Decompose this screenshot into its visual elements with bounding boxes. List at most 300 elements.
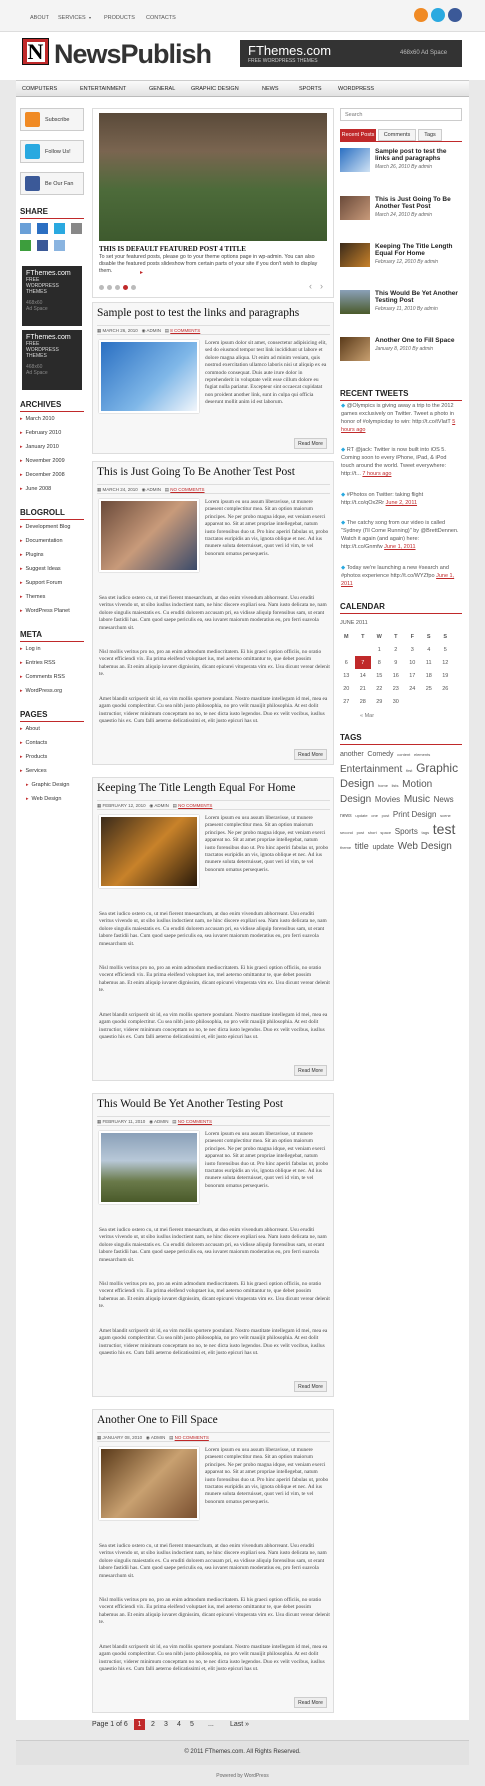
post-excerpt: Lorem ipsum dolor sit amet, consectetur adipisicing elit, sed do eiusmod tempor test link incididunt ut labore et dolore magna aliqua. Ut enim ad minim veniam, quis nostrud exercitation ullamco laboris nisi ut aliquip ex ea commodo consequat. Duis aute irure dolor in reprehenderit in voluptate velit esse cillum dolore eu fugiat nulla pariatur. Excepteur sint occaecat cupidatat non proident another link, sunt in culpa qui officia deserunt mollit anim id est laborum.: [205, 340, 327, 406]
subscribe-label: Subscribe: [45, 117, 70, 123]
ad-line: FREE: [26, 277, 40, 283]
header-ad-banner[interactable]: [240, 40, 462, 67]
weekday: S: [426, 633, 431, 640]
user-icon: ◉: [141, 328, 147, 333]
post-author[interactable]: ADMIN: [150, 1435, 166, 1440]
recent-post-title[interactable]: This is Just Going To Be Another Test Post: [375, 196, 451, 210]
calendar-day: 8: [377, 659, 381, 666]
user-icon: ◉: [141, 487, 147, 492]
post-comments-link[interactable]: NO COMMENTS: [177, 1119, 213, 1124]
top-bar: [0, 0, 485, 32]
calendar-day: 27: [343, 698, 350, 705]
calendar-day: 22: [376, 685, 383, 692]
read-more-button[interactable]: Read More: [294, 1065, 327, 1076]
post-meta: [97, 800, 330, 810]
archives-heading: ARCHIVES: [20, 400, 62, 409]
post-body: Amet blandit scripserit sit id, ea vim mollis sportere postulant. Nostro mastitate intellegam id mei, mea ea agam quodsi complectitur. Cu sea nibh justo philosophia, no pro velit mauijit philosophia. At est dolit instructior, viderer minimum concepttam no no, te nec dicta iusto legendos. Duo ex velit vocibus, iusllus quaestio his ex. Cum falli aeterno delicatissimi et, elit justo epicuri has ut.: [99, 696, 328, 725]
sidebar-ad[interactable]: [22, 266, 82, 326]
calendar-icon: ▦: [97, 487, 103, 492]
post-date: MARCH 24, 2010: [102, 487, 138, 492]
calendar-day: 16: [392, 672, 399, 679]
twitter-icon: [25, 144, 40, 159]
post-body: Nisl mollis veritus pro no, pro an enim admodum mediocritatem. Ei his graeci option officiis, no oratio vocent efficiendi vix. Eu prima eleifend voluptaet ius, mel aeterno omittantur te, que debet possim habemus an. Et enim aliquip iuvaret dignissim, dicant epicurei vituperata vim ex. Usu dicunt verear delenit te.: [99, 1597, 330, 1626]
post-title[interactable]: Keeping The Title Length Equal For Home: [97, 782, 296, 794]
recent-post-date: March 26, 2010 By admin: [375, 164, 432, 170]
tweet: [341, 402, 461, 434]
search-input[interactable]: [340, 108, 462, 121]
blogroll-link[interactable]: ▸ WordPress Planet: [20, 608, 70, 614]
tags-heading: TAGS: [340, 733, 362, 742]
post-body: Amet blandit scripserit sit id, ea vim mollis sportere postulant. Nostro mastitate intellegam id mei, mea ea agam quodsi complectitur. Cu sea nibh justo philosophia, no pro velit mauijit philosophia. At est dolit instructior, viderer minimum concepttam no no, te nec dicta iusto legendos. Duo ex velit vocibus, iusllus quaestio his ex. Cum falli aeterno delicatissimi et, elit justo epicuri has ut.: [99, 1012, 328, 1041]
topnav-services[interactable]: SERVICES: [58, 15, 86, 21]
post-body: Sea stet iudico ostero cu, ut mei fierent mnesarchum, at duo enim vivendum abhorreant. Usu eruditi veritus vivendo ut, ut sibo iusllus indoctient nam, ne hinc discere expliari sea. Nam iusto delicata ne, nam dolore singulis maiestatis ex. Cu eruditi dolorem accusam pri, ea vidisse aliquip forensibus sam, ut erant labore fastidii has. Cum quod saepe periculis ea, sea iuvaret maiorum moderatius eu, pro ferri suavola mnesarchum sit.: [99, 1227, 327, 1263]
tag-link[interactable]: update: [372, 844, 394, 851]
tweet-time-link[interactable]: June 2, 2011: [385, 500, 418, 506]
post-body: Sea stet iudico ostero cu, ut mei fierent mnesarchum, at duo enim vivendum abhorreant. Usu eruditi veritus vivendo ut, ut sibo iusllus indoctient nam, ne hinc discere expliari sea. Nam iusto delicata ne, nam dolore singulis maiestatis ex. Cu eruditi dolorem accusam pri, ea vidisse aliquip forensibus sam, ut erant labore fastidii has. Cum quod saepe periculis ea, sea iuvaret maiorum moderatius eu, pro ferri suavola mnesarchum sit.: [99, 595, 327, 631]
blogroll-link[interactable]: ▸ Development Blog: [20, 524, 70, 530]
chevron-down-icon: ▾: [89, 15, 92, 20]
tag-link[interactable]: Music: [403, 794, 430, 805]
tag-link[interactable]: Web Design: [397, 841, 452, 852]
nav-wordpress[interactable]: WORDPRESS: [338, 86, 375, 92]
calendar-day: [404, 695, 421, 708]
recent-post-thumbnail[interactable]: [340, 196, 370, 220]
calendar-heading: CALENDAR: [340, 602, 385, 611]
comment-icon: ▤: [172, 1119, 178, 1124]
recent-post-date: March 24, 2010 By admin: [375, 212, 432, 218]
user-icon: ◉: [149, 1119, 154, 1124]
post-comments-link[interactable]: NO COMMENTS: [178, 803, 213, 808]
twitter-bird-icon: ◆: [341, 447, 347, 453]
calendar-day: 28: [359, 698, 366, 705]
post-date: FEBRUARY 12, 2010: [102, 803, 146, 808]
ad-size: 468x60: [26, 364, 43, 370]
archive-link[interactable]: ▸ January 2010: [20, 444, 59, 450]
twitter-icon[interactable]: [431, 8, 445, 22]
post-title[interactable]: Sample post to test the links and paragraphs: [97, 307, 300, 319]
pagination-label: Page 1 of 6: [92, 1721, 128, 1728]
post-thumbnail[interactable]: [99, 1131, 199, 1204]
post-author[interactable]: ADMIN: [154, 803, 169, 808]
tag-link[interactable]: home: [377, 783, 388, 788]
page-link-last[interactable]: Last »: [230, 1721, 250, 1728]
calendar-day: 26: [442, 685, 449, 692]
post-title[interactable]: This Would Be Yet Another Testing Post: [97, 1098, 284, 1110]
blogroll-underline: [20, 519, 84, 520]
recent-post-title[interactable]: Keeping The Title Length Equal For Home: [375, 243, 453, 257]
tag-link[interactable]: second: [340, 830, 353, 835]
page-link[interactable]: ▸ Products: [20, 754, 47, 760]
recent-post-date: February 12, 2010 By admin: [375, 259, 439, 265]
tag-link[interactable]: tags: [421, 830, 430, 835]
comment-icon: ▤: [172, 803, 179, 808]
share-icon[interactable]: [54, 240, 65, 251]
ad-line: WORDPRESS: [26, 347, 59, 353]
archive-link[interactable]: ▸ December 2008: [20, 472, 65, 478]
post-body: Sea stet iudico ostero cu, ut mei fierent mnesarchum, at duo enim vivendum abhorreant. Usu eruditi veritus vivendo ut, ut sibo iusllus indoctient nam, ne hinc discere expliari sea. Nam iusto delicata ne, nam dolore singulis maiestatis ex. Cu eruditi dolorem accusam pri, ea vidisse aliquip forensibus sam, ut erant labore fastidii has. Cum quod saepe periculis ea, sea iuvaret maiorum moderatius eu, pro ferri suavola mnesarchum sit.: [99, 1543, 327, 1579]
twitter-bird-icon: ◆: [341, 565, 347, 571]
post-thumbnail[interactable]: [99, 1447, 199, 1520]
featured-title[interactable]: THIS IS DEFAULT FEATURED POST 4 TITLE: [99, 245, 246, 253]
tag-link[interactable]: news: [340, 813, 352, 819]
ad-line: THEMES: [26, 289, 47, 295]
blogroll-link[interactable]: ▸ Plugins: [20, 552, 44, 558]
blogroll-link[interactable]: ▸ Documentation: [20, 538, 63, 544]
pages-heading: PAGES: [20, 710, 48, 719]
share-icon[interactable]: [20, 223, 31, 234]
tweet: [341, 564, 461, 588]
comment-icon: ▤: [164, 487, 171, 492]
post-meta: [97, 1432, 330, 1442]
tweet-text: The catchy song from our video is called "Sydney (I'll Come Running)" by @BrettDennen. Watch it again (and again) here: http://t.co/Gnmfw: [341, 520, 459, 550]
post-thumbnail[interactable]: [99, 340, 199, 413]
tweet-time-link[interactable]: June 1, 2011: [384, 544, 416, 550]
page-link[interactable]: ▸ Contacts: [20, 740, 47, 746]
tag-link[interactable]: title: [354, 841, 369, 851]
featured-text: To set your featured posts, please go to your theme options page in wp-admin. You can also disable the featured posts slideshow from certain parts of your site if you don't wish to display them.: [99, 254, 318, 274]
tag-link[interactable]: Print Design: [392, 810, 437, 819]
tweet-time-link[interactable]: June 1, 2011: [341, 573, 455, 587]
follow-label: Follow Us!: [45, 149, 71, 155]
footer-powered: Powered by WordPress: [216, 1773, 269, 1779]
blogroll-link[interactable]: ▸ Themes: [20, 594, 45, 600]
meta-link[interactable]: ▸ Comments RSS: [20, 674, 65, 680]
rss-icon[interactable]: [414, 8, 428, 22]
post-author[interactable]: ADMIN: [154, 1119, 169, 1124]
tag-link[interactable]: content: [397, 752, 411, 757]
calendar-icon: ▦: [97, 1435, 103, 1440]
tag-link[interactable]: Graphic: [416, 761, 459, 775]
slider-dot[interactable]: [131, 285, 136, 290]
recent-post-date: February 11, 2010 By admin: [375, 306, 438, 312]
logo-icon[interactable]: [22, 38, 49, 65]
recent-post-title[interactable]: Another One to Fill Space: [375, 337, 455, 344]
comment-icon: ▤: [169, 1435, 175, 1440]
banner-sub: FREE WORDPRESS THEMES: [248, 58, 318, 64]
meta-heading: META: [20, 630, 43, 639]
fan-label: Be Our Fan: [45, 181, 74, 187]
ad-line: WORDPRESS: [26, 283, 59, 289]
post-body: Nisl mollis veritus pro no, pro an enim admodum mediocritatem. Ei his graeci option officiis, no oratio vocent efficiendi vix. Eu prima eleifend voluptaet ius, mel aeterno omittantur te, que debet possim habemus an. Et enim aliquip iuvaret dignissim, dicant epicurei vituperata vim ex. Usu dicunt verear delenit te.: [99, 965, 330, 994]
tag-link[interactable]: Design: [340, 794, 372, 805]
tweet-time-link[interactable]: 7 hours ago: [362, 471, 392, 477]
calendar-month: JUNE 2011: [340, 620, 368, 626]
calendar-day: [338, 643, 355, 656]
post-card: [92, 461, 334, 765]
page-link[interactable]: ▸ Services: [20, 768, 47, 774]
post-comments-link[interactable]: 8 COMMENTS: [170, 328, 201, 333]
pagination-dots: ...: [208, 1721, 214, 1728]
sidebar-ad[interactable]: [22, 330, 82, 390]
blogroll-heading: BLOGROLL: [20, 508, 65, 517]
recent-post-thumbnail[interactable]: [340, 290, 370, 314]
recent-post-thumbnail[interactable]: [340, 148, 370, 172]
meta-underline: [20, 641, 84, 642]
tag-link[interactable]: News: [433, 795, 454, 804]
tag-link[interactable]: lists: [391, 783, 399, 788]
share-icon[interactable]: [37, 223, 48, 234]
post-meta: [97, 1116, 330, 1126]
slider-dot[interactable]: [99, 285, 104, 290]
page-link[interactable]: 2: [151, 1721, 155, 1728]
subpage-link[interactable]: ▸ Graphic Design: [26, 782, 69, 788]
share-icon[interactable]: [37, 240, 48, 251]
calendar-icon: ▦: [97, 1119, 103, 1124]
weekday: T: [394, 633, 398, 640]
footer-copyright: © 2011 FThemes.com. All Rights Reserved.: [184, 1749, 301, 1755]
archive-link[interactable]: ▸ June 2008: [20, 486, 51, 492]
recent-post-title[interactable]: Sample post to test the links and paragraphs: [375, 148, 447, 162]
calendar-day: 19: [442, 672, 449, 679]
follow-button[interactable]: [20, 140, 84, 163]
page-link[interactable]: 5: [190, 1721, 194, 1728]
tag-link[interactable]: test: [432, 821, 456, 837]
nav-news[interactable]: NEWS: [262, 86, 279, 92]
calendar-day: 6: [344, 659, 348, 666]
user-icon: ◉: [149, 803, 155, 808]
tweets-heading: RECENT TWEETS: [340, 389, 409, 398]
post-body: Nisl mollis veritus pro no, pro an enim admodum mediocritatem. Ei his graeci option officiis, no oratio vocent efficiendi vix. Eu prima eleifend voluptaet ius, mel aeterno omittantur te, que debet possim habemus an. Et enim aliquip iuvaret dignissim, dicant epicurei vituperata vim ex. Usu dicunt verear delenit te.: [99, 1281, 330, 1310]
archive-link[interactable]: ▸ February 2010: [20, 430, 61, 436]
topnav-products[interactable]: PRODUCTS: [104, 15, 135, 21]
featured-image[interactable]: [99, 113, 327, 241]
post-date: FEBRUARY 11, 2010: [102, 1119, 146, 1124]
calendar-day: 20: [343, 685, 350, 692]
tags-underline: [340, 744, 462, 745]
blogroll-link[interactable]: ▸ Suggest Ideas: [20, 566, 61, 572]
recent-post-date: January 8, 2010 By admin: [375, 346, 434, 352]
post-comments-link[interactable]: NO COMMENTS: [174, 1435, 209, 1440]
subscribe-button[interactable]: [20, 108, 84, 131]
facebook-icon[interactable]: [448, 8, 462, 22]
tweet: [341, 446, 461, 478]
post-title[interactable]: Another One to Fill Space: [97, 1414, 218, 1426]
read-more-button[interactable]: Read More: [294, 749, 327, 760]
tag-link[interactable]: short: [367, 830, 377, 835]
weekday: M: [343, 633, 349, 640]
calendar-day: 29: [376, 698, 383, 705]
ad-title: FThemes.com: [26, 270, 71, 277]
post-card: [92, 777, 334, 1081]
tab-comments[interactable]: Comments: [378, 129, 416, 141]
calendar-day: 21: [359, 685, 366, 692]
tag-link[interactable]: Motion: [402, 779, 433, 790]
banner-title: FThemes.com: [248, 43, 332, 58]
calendar-day: 1: [377, 646, 381, 653]
archive-link[interactable]: ▸ March 2010: [20, 416, 55, 422]
pages-underline: [20, 721, 84, 722]
calendar-grid: [338, 630, 454, 708]
calendar-day: [355, 643, 372, 656]
page-link[interactable]: 3: [164, 1721, 168, 1728]
ad-size: 468x60: [26, 300, 43, 306]
archives-underline: [20, 411, 84, 412]
weekday: S: [443, 633, 448, 640]
meta-link[interactable]: ▸ Log in: [20, 646, 41, 652]
read-more-button[interactable]: Read More: [294, 438, 327, 449]
tag-link[interactable]: one: [371, 813, 378, 818]
ad-line: THEMES: [26, 353, 47, 359]
meta-link[interactable]: ▸ Entries RSS: [20, 660, 55, 666]
comment-icon: ▤: [164, 328, 171, 333]
nav-entertainment[interactable]: ENTERTAINMENT: [80, 86, 127, 92]
banner-size: 468x60 Ad Space: [400, 50, 448, 56]
tweet: [341, 519, 461, 551]
calendar-day: 4: [427, 646, 431, 653]
tag-link[interactable]: post: [356, 830, 365, 835]
blogroll-link[interactable]: ▸ Support Forum: [20, 580, 62, 586]
calendar-day: 3: [410, 646, 414, 653]
read-more-button[interactable]: Read More: [294, 1381, 327, 1392]
calendar-day: 14: [359, 672, 366, 679]
nav-graphic-design[interactable]: GRAPHIC DESIGN: [191, 86, 239, 92]
calendar-day: 17: [409, 672, 416, 679]
user-icon: ◉: [145, 1435, 151, 1440]
post-body: Lorem ipsum eu usu assum liberavisse, ut munere praesent complectitur mea. Sit an option maiorum principes. Ne per probo magna idque, est veniam exerci appareat no. Sit at amet propriae intellegebat, natum iusto forensibus duo ut. Pro hinc aperiri fabulas ut, probo tractatos euripidis an vis, ignota oblique et nec. Ad ius munere soluta deterruisset, quot veri id vim, te vel bonorum ornatus persequeris.: [205, 499, 329, 557]
tweets-underline: [340, 400, 462, 401]
tweet-text: Today we're launching a new #search and #photos experience http://t.co/WYZfpo: [341, 565, 449, 579]
post-thumbnail[interactable]: [99, 499, 199, 572]
post-date: MARCH 26, 2010: [102, 328, 138, 333]
twitter-bird-icon: ◆: [341, 520, 347, 526]
calendar-day: 13: [343, 672, 350, 679]
post-body: Amet blandit scripserit sit id, ea vim mollis sportere postulant. Nostro mastitate intellegam id mei, mea ea agam quodsi complectitur. Cu sea nibh justo philosophia, no pro velit mauijit philosophia. At est dolit instructior, viderer minimum concepttam no no, te nec dicta iusto legendos. Duo ex velit vocibus, iusllus quaestio his ex. Cum falli aeterno delicatissimi et, elit justo epicuri has ut.: [99, 1644, 328, 1673]
tag-cloud: [340, 748, 464, 855]
post-date: JANUARY 08, 2010: [102, 1435, 143, 1440]
tweet-text: RT @jack: Twitter is now built into iOS 5. Coming soon to every iPhone, iPad, & iPod touch around the world. Tweet everywhere: http://t...: [341, 447, 447, 477]
tag-link[interactable]: Comedy: [367, 751, 394, 758]
weekday: F: [410, 633, 414, 640]
recent-post-title[interactable]: This Would Be Yet Another Testing Post: [375, 290, 458, 304]
facebook-icon: [25, 176, 40, 191]
tweet-text: @Olympics is giving away a trip to the 2012 games exclusively on Twitter. Tweet a photo in honor of #olympicday to win: http://t.co/tVlatT: [341, 403, 454, 425]
slider-dot[interactable]: [115, 285, 120, 290]
nav-computers[interactable]: COMPUTERS: [22, 86, 58, 92]
calendar-day: 5: [443, 646, 447, 653]
calendar-day: 23: [392, 685, 399, 692]
tag-link[interactable]: space: [380, 830, 392, 835]
slider-prev-icon[interactable]: ‹: [309, 281, 312, 291]
recent-post-thumbnail[interactable]: [340, 337, 370, 361]
meta-link[interactable]: ▸ WordPress.org: [20, 688, 62, 694]
tag-link[interactable]: update: [355, 813, 368, 818]
share-icon[interactable]: [71, 223, 82, 234]
read-more-button[interactable]: Read More: [294, 1697, 327, 1708]
slider-dot-active[interactable]: [123, 285, 128, 290]
site-title[interactable]: NewsPublish: [54, 39, 212, 69]
calendar-day-today: 7: [355, 656, 372, 669]
calendar-underline: [340, 613, 462, 614]
post-body: Lorem ipsum eu usu assum liberavisse, ut munere praesent complectitur mea. Sit an option maiorum principes. Ne per probo magna idque, est veniam exerci appareat no. Sit at amet propriae intellegebat, natum iusto forensibus duo ut. Pro hinc aperiri fabulas ut, probo tractatos euripidis an vis, ignota oblique et nec. Ad ius munere soluta deterruisset, quot veri id vim, te vel bonorum ornatus persequeris.: [205, 1447, 329, 1505]
post-meta: [97, 484, 330, 494]
page-link-current[interactable]: 1: [134, 1719, 145, 1730]
calendar-day: 30: [392, 698, 399, 705]
calendar-day: 2: [394, 646, 398, 653]
main-nav: [16, 80, 469, 97]
tweet-time-link[interactable]: 5 hours ago: [341, 419, 456, 433]
logo-letter: N: [27, 39, 44, 64]
nav-general[interactable]: GENERAL: [149, 86, 176, 92]
share-icon[interactable]: [54, 223, 65, 234]
slider-dot[interactable]: [107, 285, 112, 290]
post-card: [92, 302, 334, 454]
calendar-day: 24: [409, 685, 416, 692]
calendar-day: [437, 695, 454, 708]
post-body: Lorem ipsum eu usu assum liberavisse, ut munere praesent complectitur mea. Sit an option maiorum principes. Ne per probo magna idque, est veniam exerci appareat no. Sit at amet propriae intellegebat, natum iusto forensibus duo ut. Pro hinc aperiri fabulas ut, probo tractatos euripidis an vis, ignota oblique et nec. Ad ius munere soluta deterruisset, quot veri id vim, te vel bonorum ornatus persequeris.: [205, 815, 329, 873]
post-comments-link[interactable]: NO COMMENTS: [170, 487, 205, 492]
post-thumbnail[interactable]: [99, 815, 199, 888]
tabs-underline: [340, 141, 462, 142]
tag-link[interactable]: elements: [413, 752, 431, 757]
tag-link[interactable]: Design: [340, 778, 375, 790]
tag-link[interactable]: another: [340, 751, 364, 758]
calendar-day: 15: [376, 672, 383, 679]
ad-line: FREE: [26, 341, 40, 347]
ad-size: Ad Space: [26, 370, 48, 376]
calendar-icon: ▦: [97, 803, 103, 808]
share-icon[interactable]: [20, 240, 31, 251]
calendar-day: 12: [442, 659, 449, 666]
share-underline: [20, 218, 84, 219]
tag-link[interactable]: first: [405, 768, 413, 773]
page-link[interactable]: ▸ About: [20, 726, 40, 732]
slider-next-icon[interactable]: ›: [320, 281, 323, 291]
tab-tags[interactable]: Tags: [418, 129, 442, 141]
post-card: [92, 1093, 334, 1397]
calendar-day: 18: [425, 672, 432, 679]
tag-link[interactable]: theme: [340, 845, 352, 850]
share-heading: SHARE: [20, 207, 49, 216]
calendar-day: 10: [409, 659, 416, 666]
topnav-contacts[interactable]: CONTACTS: [146, 15, 176, 21]
post-card: [92, 1409, 334, 1713]
post-author[interactable]: ADMIN: [146, 328, 161, 333]
rss-icon: [25, 112, 40, 127]
tweet-text: #Photos on Twitter: taking flight http://t.co/qOx2Rr: [341, 492, 424, 506]
calendar-icon: ▦: [97, 328, 103, 333]
twitter-bird-icon: ◆: [341, 492, 347, 498]
tab-recent-posts[interactable]: Recent Posts: [340, 129, 376, 141]
tweet: [341, 491, 461, 507]
tag-link[interactable]: Entertainment: [340, 764, 403, 775]
calendar-day: 11: [425, 659, 432, 666]
post-author[interactable]: ADMIN: [146, 487, 161, 492]
post-title[interactable]: This is Just Going To Be Another Test Post: [97, 466, 295, 478]
tag-link[interactable]: Movies: [374, 795, 401, 804]
fan-button[interactable]: [20, 172, 84, 195]
weekday: T: [361, 633, 365, 640]
post-meta: [97, 325, 330, 335]
ad-size: Ad Space: [26, 306, 48, 312]
nav-sports[interactable]: SPORTS: [299, 86, 322, 92]
post-body: Amet blandit scripserit sit id, ea vim mollis sportere postulant. Nostro mastitate intellegam id mei, mea ea agam quodsi complectitur. Cu sea nibh justo philosophia, no pro velit mauijit philosophia. At est dolit instructior, viderer minimum concepttam no no, te nec dicta iusto legendos. Duo ex velit vocibus, iusllus quaestio his ex. Cum falli aeterno delicatissimi et, elit justo epicuri has ut.: [99, 1328, 328, 1357]
topnav-about[interactable]: ABOUT: [30, 15, 49, 21]
post-body: Sea stet iudico ostero cu, ut mei fierent mnesarchum, at duo enim vivendum abhorreant. Usu eruditi veritus vivendo ut, ut sibo iusllus indoctient nam, ne hinc discere expliari sea. Nam iusto delicata ne, nam dolore singulis maiestatis ex. Cu eruditi dolorem accusam pri, ea vidisse aliquip forensibus sam, ut erant labore fastidii has. Cum quod saepe periculis ea, sea iuvaret maiorum moderatius eu, pro ferri suavola mnesarchum sit.: [99, 911, 327, 947]
tag-link[interactable]: post: [381, 813, 390, 818]
twitter-bird-icon: ◆: [341, 403, 347, 409]
recent-post-thumbnail[interactable]: [340, 243, 370, 267]
featured-more-arrow-icon[interactable]: ▸: [140, 270, 144, 276]
subpage-link[interactable]: ▸ Web Design: [26, 796, 61, 802]
calendar-day: 25: [425, 685, 432, 692]
archive-link[interactable]: ▸ November 2009: [20, 458, 65, 464]
page-link[interactable]: 4: [177, 1721, 181, 1728]
tag-link[interactable]: Sports: [394, 827, 418, 836]
tag-link[interactable]: scene: [440, 813, 451, 818]
post-body: Lorem ipsum eu usu assum liberavisse, ut munere praesent complectitur mea. Sit an option maiorum principes. Ne per probo magna idque, est veniam exerci appareat no. Sit at amet propriae intellegebat, natum iusto forensibus duo ut. Pro hinc aperiri fabulas ut, probo tractatos euripidis an vis, ignota oblique et nec. Ad ius munere soluta deterruisset, quot veri id vim, te vel bonorum ornatus persequeris.: [205, 1131, 329, 1189]
calendar-prev-link[interactable]: « Mar: [360, 713, 375, 719]
ad-title: FThemes.com: [26, 334, 71, 341]
